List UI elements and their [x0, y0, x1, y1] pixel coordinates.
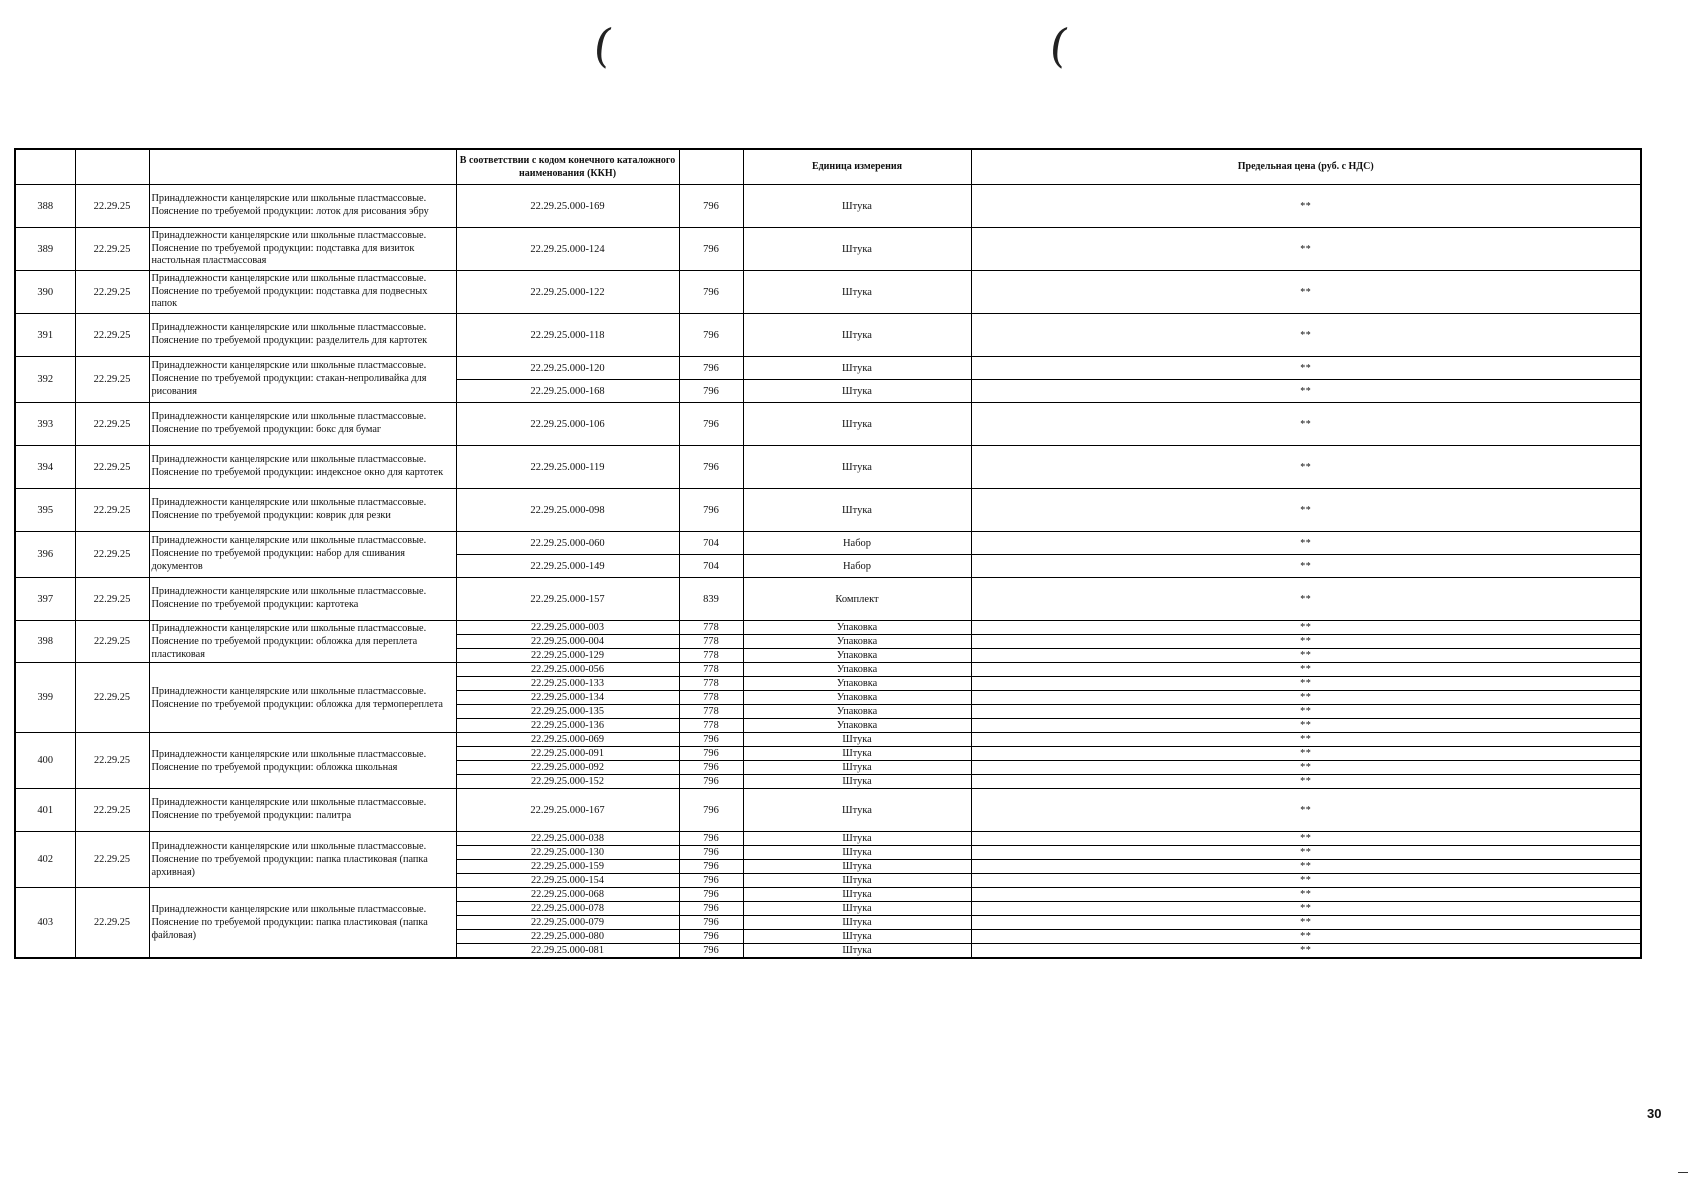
max-price: **	[971, 846, 1641, 860]
header-number	[15, 149, 75, 185]
table-row	[15, 314, 1641, 357]
item-description: Принадлежности канцелярские или школьные пластмассовые. Пояснение по требуемой продукции: обложка для термопереплета	[149, 663, 456, 733]
ktru-code: 22.29.25.000-130	[456, 846, 679, 860]
ktru-code: 22.29.25.000-038	[456, 832, 679, 846]
max-price: **	[971, 733, 1641, 747]
unit-of-measure: Штука	[743, 888, 971, 902]
max-price: **	[971, 691, 1641, 705]
max-price: **	[971, 403, 1641, 446]
max-price: **	[971, 555, 1641, 578]
ktru-code: 22.29.25.000-091	[456, 747, 679, 761]
okei-code: 796	[679, 314, 743, 357]
row-number: 388	[15, 185, 75, 228]
max-price: **	[971, 635, 1641, 649]
okei-code: 796	[679, 271, 743, 314]
header-okpd	[75, 149, 149, 185]
unit-of-measure: Упаковка	[743, 621, 971, 635]
ktru-code: 22.29.25.000-078	[456, 902, 679, 916]
unit-of-measure: Штука	[743, 944, 971, 959]
okei-code: 796	[679, 930, 743, 944]
okei-code: 796	[679, 185, 743, 228]
max-price: **	[971, 532, 1641, 555]
item-description: Принадлежности канцелярские или школьные пластмассовые. Пояснение по требуемой продукции: коврик для резки	[149, 489, 456, 532]
okpd-code: 22.29.25	[75, 733, 149, 789]
unit-of-measure: Штука	[743, 860, 971, 874]
unit-of-measure: Упаковка	[743, 649, 971, 663]
ktru-code: 22.29.25.000-069	[456, 733, 679, 747]
table-row	[15, 789, 1641, 832]
table-header	[15, 149, 1641, 185]
okpd-code: 22.29.25	[75, 185, 149, 228]
row-number: 402	[15, 832, 75, 888]
okpd-code: 22.29.25	[75, 532, 149, 578]
ktru-code: 22.29.25.000-135	[456, 705, 679, 719]
okei-code: 796	[679, 761, 743, 775]
unit-of-measure: Штука	[743, 874, 971, 888]
max-price: **	[971, 860, 1641, 874]
okei-code: 796	[679, 733, 743, 747]
okpd-code: 22.29.25	[75, 489, 149, 532]
unit-of-measure: Упаковка	[743, 719, 971, 733]
max-price: **	[971, 719, 1641, 733]
item-description: Принадлежности канцелярские или школьные пластмассовые. Пояснение по требуемой продукции: лоток для рисования эбру	[149, 185, 456, 228]
okei-code: 796	[679, 228, 743, 271]
unit-of-measure: Штука	[743, 380, 971, 403]
scan-mark-left: (	[590, 17, 616, 73]
ktru-code: 22.29.25.000-081	[456, 944, 679, 959]
ktru-code: 22.29.25.000-149	[456, 555, 679, 578]
max-price: **	[971, 314, 1641, 357]
item-description: Принадлежности канцелярские или школьные пластмассовые. Пояснение по требуемой продукции: стакан-непроливайка для рисования	[149, 357, 456, 403]
ktru-code: 22.29.25.000-122	[456, 271, 679, 314]
unit-of-measure: Штука	[743, 747, 971, 761]
header-code: В соответствии с кодом конечного каталожного наименования (ККН)	[456, 149, 679, 185]
okpd-code: 22.29.25	[75, 663, 149, 733]
unit-of-measure: Комплект	[743, 578, 971, 621]
okpd-code: 22.29.25	[75, 621, 149, 663]
row-number: 389	[15, 228, 75, 271]
unit-of-measure: Штука	[743, 403, 971, 446]
ktru-code: 22.29.25.000-106	[456, 403, 679, 446]
okei-code: 796	[679, 489, 743, 532]
ktru-code: 22.29.25.000-167	[456, 789, 679, 832]
okei-code: 778	[679, 663, 743, 677]
max-price: **	[971, 705, 1641, 719]
item-description: Принадлежности канцелярские или школьные пластмассовые. Пояснение по требуемой продукции: набор для сшивания документов	[149, 532, 456, 578]
max-price: **	[971, 761, 1641, 775]
okei-code: 796	[679, 916, 743, 930]
table-row	[15, 185, 1641, 228]
ktru-code: 22.29.25.000-080	[456, 930, 679, 944]
okpd-code: 22.29.25	[75, 888, 149, 959]
item-description: Принадлежности канцелярские или школьные пластмассовые. Пояснение по требуемой продукции: индексное окно для картотек	[149, 446, 456, 489]
max-price: **	[971, 930, 1641, 944]
ktru-code: 22.29.25.000-133	[456, 677, 679, 691]
ktru-code: 22.29.25.000-003	[456, 621, 679, 635]
max-price: **	[971, 357, 1641, 380]
table-row	[15, 271, 1641, 314]
unit-of-measure: Штука	[743, 832, 971, 846]
table-row	[15, 489, 1641, 532]
unit-of-measure: Упаковка	[743, 635, 971, 649]
item-description: Принадлежности канцелярские или школьные пластмассовые. Пояснение по требуемой продукции: папка пластиковая (папка файловая)	[149, 888, 456, 959]
max-price: **	[971, 789, 1641, 832]
max-price: **	[971, 649, 1641, 663]
unit-of-measure: Штука	[743, 489, 971, 532]
okei-code: 796	[679, 846, 743, 860]
row-number: 401	[15, 789, 75, 832]
price-table	[14, 148, 1642, 959]
ktru-code: 22.29.25.000-098	[456, 489, 679, 532]
item-description: Принадлежности канцелярские или школьные пластмассовые. Пояснение по требуемой продукции: папка пластиковая (папка архивная)	[149, 832, 456, 888]
okei-code: 778	[679, 649, 743, 663]
ktru-code: 22.29.25.000-118	[456, 314, 679, 357]
header-unit: Единица измерения	[743, 149, 971, 185]
ktru-code: 22.29.25.000-119	[456, 446, 679, 489]
max-price: **	[971, 578, 1641, 621]
row-number: 393	[15, 403, 75, 446]
okpd-code: 22.29.25	[75, 832, 149, 888]
max-price: **	[971, 380, 1641, 403]
okei-code: 796	[679, 944, 743, 959]
row-number: 394	[15, 446, 75, 489]
okpd-code: 22.29.25	[75, 228, 149, 271]
table-row	[15, 578, 1641, 621]
row-number: 395	[15, 489, 75, 532]
okei-code: 704	[679, 532, 743, 555]
ktru-code: 22.29.25.000-056	[456, 663, 679, 677]
okei-code: 839	[679, 578, 743, 621]
table-row	[15, 663, 1641, 677]
unit-of-measure: Штука	[743, 446, 971, 489]
unit-of-measure: Штука	[743, 846, 971, 860]
okei-code: 796	[679, 380, 743, 403]
okei-code: 704	[679, 555, 743, 578]
okpd-code: 22.29.25	[75, 357, 149, 403]
unit-of-measure: Набор	[743, 532, 971, 555]
unit-of-measure: Штука	[743, 314, 971, 357]
okei-code: 796	[679, 789, 743, 832]
ktru-code: 22.29.25.000-157	[456, 578, 679, 621]
okei-code: 796	[679, 446, 743, 489]
ktru-code: 22.29.25.000-120	[456, 357, 679, 380]
row-number: 392	[15, 357, 75, 403]
unit-of-measure: Упаковка	[743, 677, 971, 691]
ktru-code: 22.29.25.000-124	[456, 228, 679, 271]
ktru-code: 22.29.25.000-129	[456, 649, 679, 663]
unit-of-measure: Упаковка	[743, 691, 971, 705]
okei-code: 796	[679, 888, 743, 902]
table-row	[15, 357, 1641, 380]
row-number: 391	[15, 314, 75, 357]
table-row	[15, 446, 1641, 489]
unit-of-measure: Штука	[743, 789, 971, 832]
okpd-code: 22.29.25	[75, 578, 149, 621]
row-number: 399	[15, 663, 75, 733]
max-price: **	[971, 944, 1641, 959]
table-row	[15, 832, 1641, 846]
unit-of-measure: Упаковка	[743, 663, 971, 677]
max-price: **	[971, 775, 1641, 789]
item-description: Принадлежности канцелярские или школьные пластмассовые. Пояснение по требуемой продукции: бокс для бумаг	[149, 403, 456, 446]
okei-code: 778	[679, 635, 743, 649]
unit-of-measure: Штука	[743, 357, 971, 380]
unit-of-measure: Штука	[743, 775, 971, 789]
table-body	[15, 185, 1641, 959]
unit-of-measure: Штука	[743, 761, 971, 775]
max-price: **	[971, 489, 1641, 532]
okei-code: 796	[679, 902, 743, 916]
okei-code: 796	[679, 874, 743, 888]
max-price: **	[971, 874, 1641, 888]
item-description: Принадлежности канцелярские или школьные пластмассовые. Пояснение по требуемой продукции: подставка для визиток настольная пластмассовая	[149, 228, 456, 271]
okpd-code: 22.29.25	[75, 271, 149, 314]
row-number: 397	[15, 578, 75, 621]
ktru-code: 22.29.25.000-004	[456, 635, 679, 649]
item-description: Принадлежности канцелярские или школьные пластмассовые. Пояснение по требуемой продукции: разделитель для картотек	[149, 314, 456, 357]
okpd-code: 22.29.25	[75, 446, 149, 489]
ktru-code: 22.29.25.000-092	[456, 761, 679, 775]
item-description: Принадлежности канцелярские или школьные пластмассовые. Пояснение по требуемой продукции: обложка школьная	[149, 733, 456, 789]
okei-code: 796	[679, 357, 743, 380]
item-description: Принадлежности канцелярские или школьные пластмассовые. Пояснение по требуемой продукции: обложка для переплета пластиковая	[149, 621, 456, 663]
item-description: Принадлежности канцелярские или школьные пластмассовые. Пояснение по требуемой продукции: палитра	[149, 789, 456, 832]
unit-of-measure: Штука	[743, 228, 971, 271]
unit-of-measure: Упаковка	[743, 705, 971, 719]
unit-of-measure: Набор	[743, 555, 971, 578]
okei-code: 796	[679, 775, 743, 789]
ktru-code: 22.29.25.000-134	[456, 691, 679, 705]
max-price: **	[971, 228, 1641, 271]
okpd-code: 22.29.25	[75, 314, 149, 357]
max-price: **	[971, 902, 1641, 916]
ktru-code: 22.29.25.000-159	[456, 860, 679, 874]
okei-code: 778	[679, 705, 743, 719]
ktru-code: 22.29.25.000-136	[456, 719, 679, 733]
row-number: 403	[15, 888, 75, 959]
okpd-code: 22.29.25	[75, 789, 149, 832]
unit-of-measure: Штука	[743, 733, 971, 747]
okei-code: 796	[679, 403, 743, 446]
unit-of-measure: Штука	[743, 902, 971, 916]
max-price: **	[971, 888, 1641, 902]
row-number: 390	[15, 271, 75, 314]
max-price: **	[971, 271, 1641, 314]
item-description: Принадлежности канцелярские или школьные пластмассовые. Пояснение по требуемой продукции: подставка для подвесных папок	[149, 271, 456, 314]
ktru-code: 22.29.25.000-154	[456, 874, 679, 888]
okei-code: 778	[679, 691, 743, 705]
ktru-code: 22.29.25.000-079	[456, 916, 679, 930]
max-price: **	[971, 185, 1641, 228]
okei-code: 778	[679, 719, 743, 733]
max-price: **	[971, 747, 1641, 761]
header-price: Предельная цена (руб. с НДС)	[971, 149, 1641, 185]
table-row	[15, 228, 1641, 271]
okei-code: 778	[679, 677, 743, 691]
max-price: **	[971, 621, 1641, 635]
unit-of-measure: Штука	[743, 185, 971, 228]
header-okei	[679, 149, 743, 185]
header-description	[149, 149, 456, 185]
row-number: 400	[15, 733, 75, 789]
okei-code: 778	[679, 621, 743, 635]
row-number: 396	[15, 532, 75, 578]
ktru-code: 22.29.25.000-068	[456, 888, 679, 902]
ktru-code: 22.29.25.000-169	[456, 185, 679, 228]
ktru-code: 22.29.25.000-152	[456, 775, 679, 789]
max-price: **	[971, 832, 1641, 846]
table-row	[15, 532, 1641, 555]
max-price: **	[971, 446, 1641, 489]
unit-of-measure: Штука	[743, 916, 971, 930]
item-description: Принадлежности канцелярские или школьные пластмассовые. Пояснение по требуемой продукции: картотека	[149, 578, 456, 621]
ktru-code: 22.29.25.000-060	[456, 532, 679, 555]
table-row	[15, 888, 1641, 902]
okei-code: 796	[679, 832, 743, 846]
okei-code: 796	[679, 747, 743, 761]
table-row	[15, 621, 1641, 635]
ktru-code: 22.29.25.000-168	[456, 380, 679, 403]
okpd-code: 22.29.25	[75, 403, 149, 446]
unit-of-measure: Штука	[743, 271, 971, 314]
max-price: **	[971, 916, 1641, 930]
unit-of-measure: Штука	[743, 930, 971, 944]
scan-mark-right: (	[1046, 17, 1072, 73]
table-row	[15, 403, 1641, 446]
max-price: **	[971, 677, 1641, 691]
scan-dash-mark	[1678, 1172, 1688, 1173]
page-number: 30	[1647, 1106, 1662, 1121]
max-price: **	[971, 663, 1641, 677]
table-row	[15, 733, 1641, 747]
row-number: 398	[15, 621, 75, 663]
okei-code: 796	[679, 860, 743, 874]
